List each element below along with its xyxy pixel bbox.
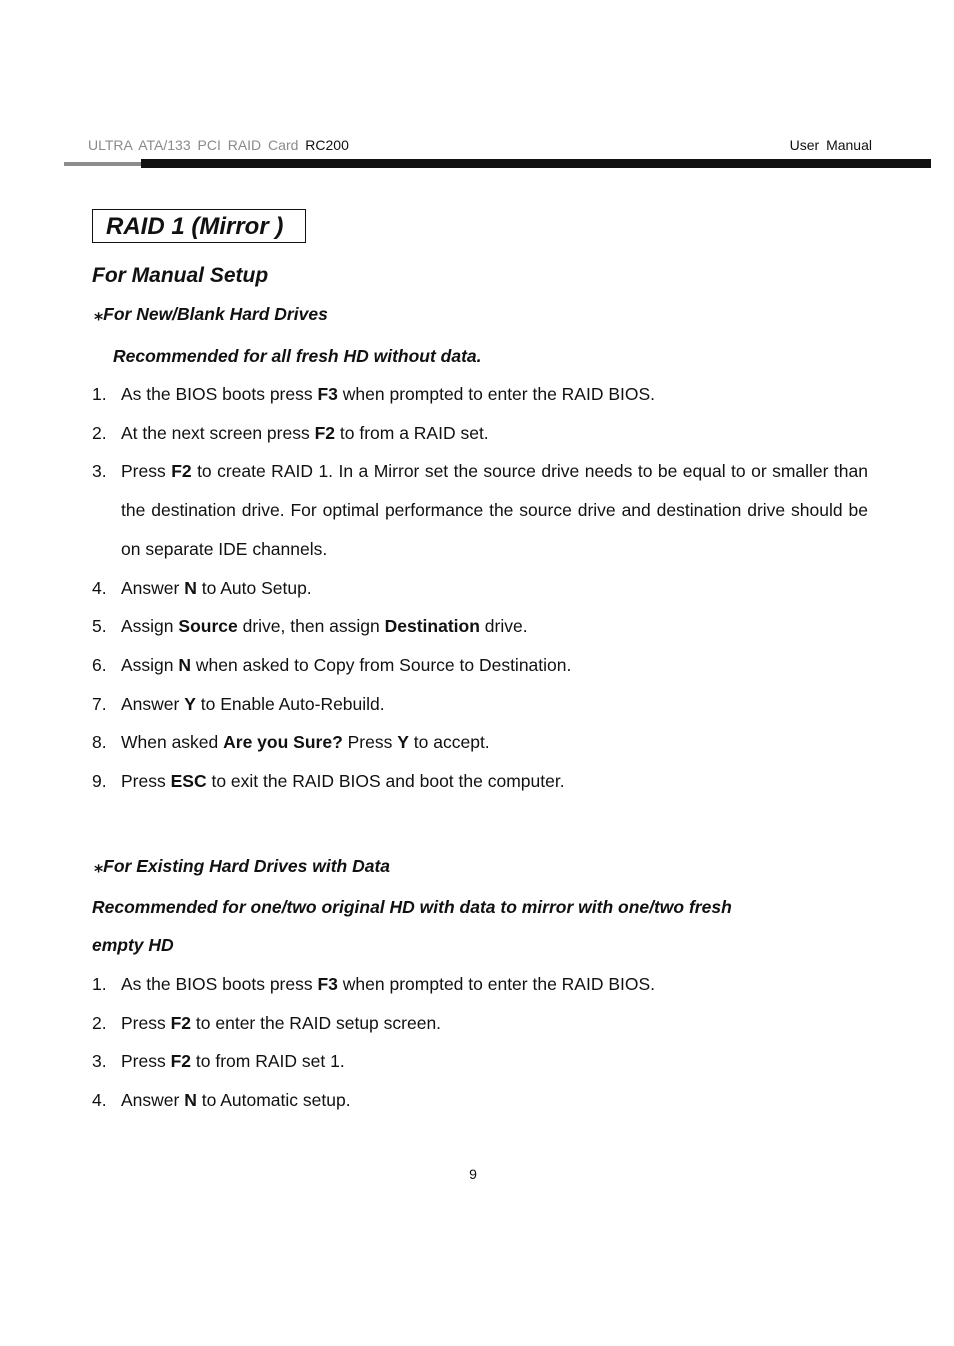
existing-drives-heading: ⁎For Existing Hard Drives with Data (94, 856, 391, 876)
page-title-box (92, 209, 306, 243)
section-heading: For Manual Setup (92, 264, 269, 287)
new-drives-heading: ⁎For New/Blank Hard Drives (94, 304, 328, 324)
header-manual: User Manual (789, 137, 872, 153)
page-title: RAID 1 (Mirror ) (106, 213, 284, 240)
new-drives-steps (92, 375, 868, 801)
list-item: 5. Assign Source drive, then assign Destination drive. (92, 616, 528, 637)
header-model: RC200 (305, 137, 349, 153)
header-product: ULTRA ATA/133 PCI RAID Card RC200 (88, 137, 349, 153)
list-item: 6. Assign N when asked to Copy from Source to Destination. (92, 654, 572, 675)
list-item: 4. Answer N to Auto Setup. (92, 577, 312, 598)
list-item: 4. Answer N to Automatic setup. (92, 1090, 351, 1111)
list-item: 2. At the next screen press F2 to from a RAID set. (92, 422, 489, 443)
existing-drives-recommendation-line1: Recommended for one/two original HD with data to mirror with one/two fresh (92, 897, 732, 917)
list-item: 3. Press F2 to create RAID 1. In a Mirror set the source drive needs to be equal to or smaller than the destination drive. For optimal performance the source drive and destination drive should be on separate IDE channels. (92, 461, 868, 559)
new-drives-recommendation: Recommended for all fresh HD without data. (113, 346, 482, 366)
header-rule (141, 159, 931, 168)
list-item: 1. As the BIOS boots press F3 when prompted to enter the RAID BIOS. (92, 974, 656, 994)
existing-drives-recommendation-line2: empty HD (92, 935, 174, 955)
page-number: 9 (469, 1166, 477, 1182)
list-item: 8. When asked Are you Sure? Press Y to accept. (92, 732, 490, 753)
list-item: 2. Press F2 to enter the RAID setup screen. (92, 1012, 442, 1033)
existing-drives-steps (92, 965, 868, 1120)
header-rule-accent (64, 162, 141, 166)
list-item: 7. Answer Y to Enable Auto-Rebuild. (92, 693, 385, 714)
list-item: 9. Press ESC to exit the RAID BIOS and boot the computer. (92, 771, 565, 792)
list-item: 3. Press F2 to from RAID set 1. (92, 1051, 345, 1072)
list-item: 1. As the BIOS boots press F3 when prompted to enter the RAID BIOS. (92, 384, 656, 404)
